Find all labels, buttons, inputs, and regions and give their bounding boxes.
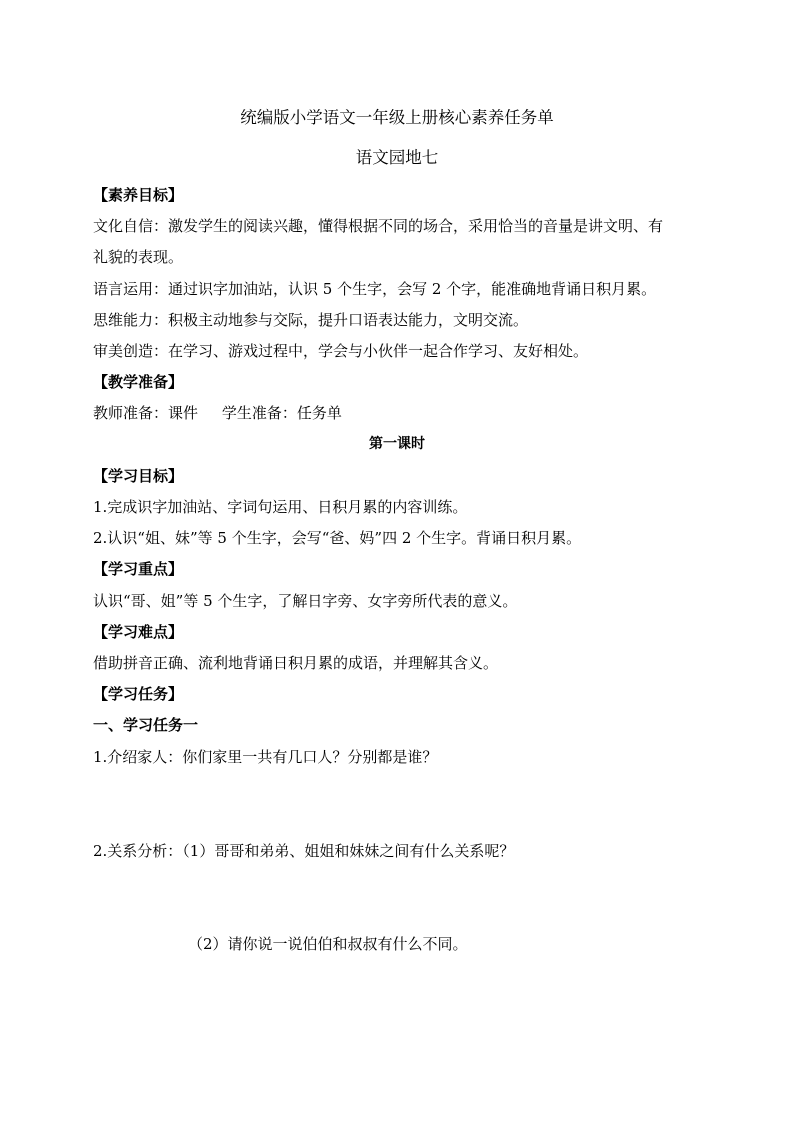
task-one-heading: 一、学习任务一 <box>93 716 199 734</box>
section-heading-difficulties: 【学习难点】 <box>93 623 184 641</box>
key-point: 认识“哥、姐”等 5 个生字，了解日字旁、女字旁所代表的意义。 <box>93 592 518 610</box>
teaching-prep-line: 教师准备：课件 学生准备：任务单 <box>93 404 342 422</box>
section-heading-key-points: 【学习重点】 <box>93 560 184 578</box>
task-2-part-2: （2）请你说一说伯伯和叔叔有什么不同。 <box>188 935 468 953</box>
section-heading-teaching-prep: 【教学准备】 <box>93 373 184 391</box>
task-1: 1.介绍家人：你们家里一共有几口人？分别都是谁？ <box>93 748 438 766</box>
goal-thinking: 思维能力：积极主动地参与交际，提升口语表达能力，文明交流。 <box>93 311 529 329</box>
section-heading-tasks: 【学习任务】 <box>93 685 184 703</box>
goal-aesthetic: 审美创造：在学习、游戏过程中，学会与小伙伴一起合作学习、友好相处。 <box>93 342 589 360</box>
goal-culture-line-2: 礼貌的表现。 <box>93 248 184 266</box>
goal-language: 语言运用：通过识字加油站，认识 5 个生字，会写 2 个字，能准确地背诵日积月累。 <box>93 280 657 298</box>
learning-goal-1: 1.完成识字加油站、字词句运用、日积月累的内容训练。 <box>93 498 468 516</box>
document-subtitle: 语文园地七 <box>355 148 439 167</box>
goal-culture-line-1: 文化自信：激发学生的阅读兴趣，懂得根据不同的场合，采用恰当的音量是讲文明、有 <box>93 217 664 235</box>
section-heading-literacy-goals: 【素养目标】 <box>93 186 184 204</box>
learning-goal-2: 2.认识“姐、妹”等 5 个生字，会写“爸、妈”四 2 个生字。背诵日积月累。 <box>93 529 582 547</box>
task-2-part-1: 2.关系分析：（1）哥哥和弟弟、姐姐和妹妹之间有什么关系呢？ <box>93 842 515 860</box>
section-heading-learning-goals: 【学习目标】 <box>93 467 184 485</box>
document-title: 统编版小学语文一年级上册核心素养任务单 <box>240 108 554 127</box>
lesson-heading: 第一课时 <box>369 436 425 452</box>
difficulty: 借助拼音正确、流利地背诵日积月累的成语，并理解其含义。 <box>93 654 499 672</box>
